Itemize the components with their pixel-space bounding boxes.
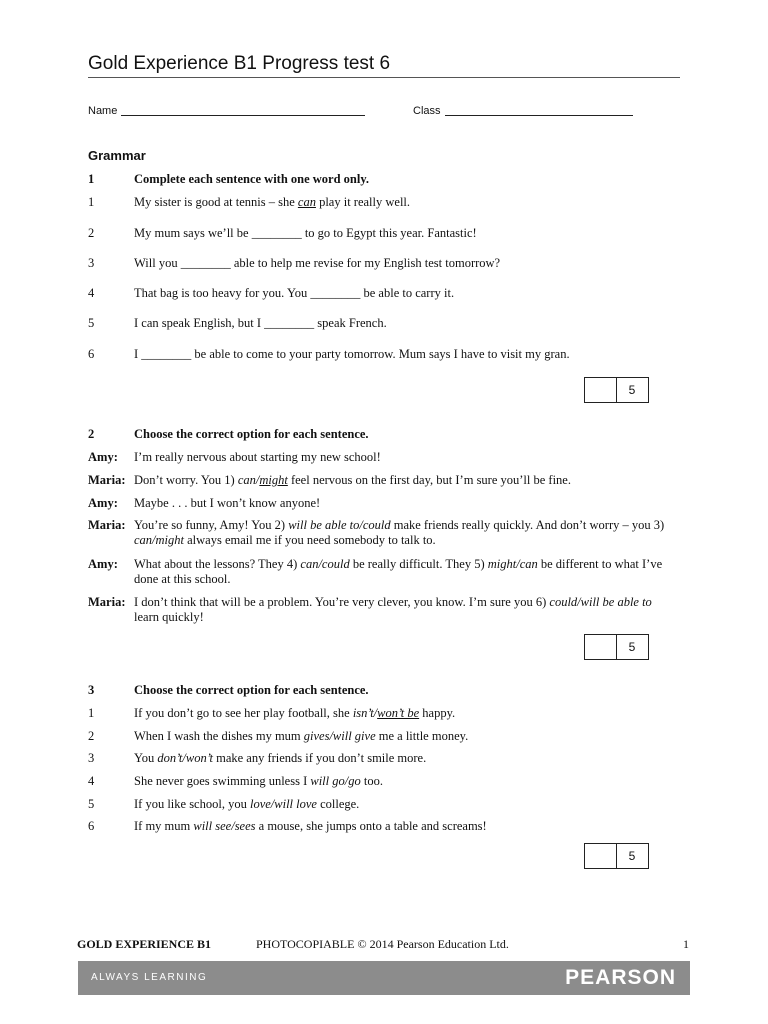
item-segment: too. xyxy=(360,774,383,788)
option-choice[interactable]: will be able to/could xyxy=(288,518,391,532)
dialogue-segment: What about the lessons? They 4) xyxy=(134,557,301,571)
score-box[interactable] xyxy=(584,377,649,403)
page-title: Gold Experience B1 Progress test 6 xyxy=(88,53,391,74)
speaker-label: Amy: xyxy=(88,496,118,510)
speaker-label: Maria: xyxy=(88,473,126,487)
exercise-number: 3 xyxy=(88,683,95,697)
class-line[interactable] xyxy=(445,104,633,116)
item-segment: You xyxy=(134,751,158,765)
dialogue-segment: I don’t think that will be a problem. You’re very clever, you know. I’m sure you 6) xyxy=(134,595,550,609)
item-text-pre: My sister is good at tennis – she xyxy=(134,195,298,209)
name-field[interactable] xyxy=(88,104,365,117)
class-field[interactable] xyxy=(413,104,633,117)
option-choice-selected[interactable]: won’t be xyxy=(377,706,420,720)
speaker-label: Maria: xyxy=(88,595,126,609)
speaker-label: Amy: xyxy=(88,450,118,464)
speaker-label: Amy: xyxy=(88,557,118,571)
item-text xyxy=(134,751,679,766)
option-choice[interactable]: gives/will give xyxy=(303,729,376,743)
dialogue-segment: be really difficult. They 5) xyxy=(349,557,488,571)
item-number: 2 xyxy=(88,729,95,743)
dialogue-segment: feel nervous on the first day, but I’m sure you’ll be fine. xyxy=(287,473,571,487)
item-segment: college. xyxy=(316,797,360,811)
dialogue-segment: Don’t worry. You 1) xyxy=(134,473,238,487)
option-choice[interactable]: might/can xyxy=(487,557,538,571)
item-number: 2 xyxy=(88,226,95,240)
item-segment: When I wash the dishes my mum xyxy=(134,729,304,743)
footer-book-title: GOLD EXPERIENCE B1 xyxy=(77,937,212,951)
item-text[interactable]: I can speak English, but I ________ speak French. xyxy=(134,316,387,330)
dialogue-text xyxy=(134,496,679,511)
exercise-number: 2 xyxy=(88,427,95,441)
dialogue-segment: You’re so funny, Amy! You 2) xyxy=(134,518,289,532)
item-segment: If my mum xyxy=(134,819,194,833)
item-number: 5 xyxy=(88,797,95,811)
exercise-number: 1 xyxy=(88,172,95,186)
name-line[interactable] xyxy=(121,104,365,116)
score-total: 5 xyxy=(628,383,636,397)
item-segment: me a little money. xyxy=(375,729,469,743)
option-choice[interactable]: don’t/won’t xyxy=(157,751,213,765)
dialogue-segment: make friends really quickly. And don’t worry – you 3) xyxy=(390,518,665,532)
dialogue-segment: always email me if you need somebody to talk to. xyxy=(184,533,436,547)
item-number: 1 xyxy=(88,195,95,209)
item-text[interactable]: My mum says we’ll be ________ to go to Egypt this year. Fantastic! xyxy=(134,226,477,240)
score-box[interactable] xyxy=(584,843,649,869)
option-choice[interactable]: can/ xyxy=(237,473,260,487)
item-number: 4 xyxy=(88,286,95,300)
section-heading: Grammar xyxy=(88,148,146,163)
dialogue-segment: be different to what I’ve done at this school. xyxy=(134,557,663,586)
dialogue-segment: learn quickly! xyxy=(134,610,204,624)
option-choice[interactable]: can/could xyxy=(300,557,350,571)
item-text xyxy=(134,729,679,744)
option-choice[interactable]: can/might xyxy=(134,533,184,547)
option-choice-selected[interactable]: might xyxy=(259,473,288,487)
item-text[interactable]: Will you ________ able to help me revise for my English test tomorrow? xyxy=(134,256,501,270)
exercise-instruction: Complete each sentence with one word only. xyxy=(134,172,370,186)
dialogue-segment: Maybe . . . but I won’t know anyone! xyxy=(134,496,321,510)
score-box[interactable] xyxy=(584,634,649,660)
item-text-post: play it really well. xyxy=(315,195,411,209)
dialogue-text xyxy=(134,450,679,465)
option-choice[interactable]: will see/sees xyxy=(193,819,256,833)
page-number: 1 xyxy=(683,937,689,951)
item-number: 4 xyxy=(88,774,95,788)
item-text xyxy=(134,195,679,210)
item-segment: make any friends if you don’t smile more. xyxy=(212,751,427,765)
item-text xyxy=(134,819,679,834)
item-text xyxy=(134,706,679,721)
option-choice[interactable]: love/will love xyxy=(249,797,317,811)
option-choice[interactable]: isn’t/ xyxy=(352,706,378,720)
example-answer: can xyxy=(297,195,316,209)
item-text[interactable]: That bag is too heavy for you. You ________ be able to carry it. xyxy=(134,286,455,300)
name-label: Name xyxy=(88,105,118,117)
item-segment: If you don’t go to see her play football, she xyxy=(134,706,353,720)
item-text[interactable]: I ________ be able to come to your party tomorrow. Mum says I have to visit my gran. xyxy=(134,347,570,361)
title-divider xyxy=(88,77,680,78)
item-number: 5 xyxy=(88,316,95,330)
exercise-instruction: Choose the correct option for each sentence. xyxy=(134,427,369,441)
footer-copyright: PHOTOCOPIABLE © 2014 Pearson Education Ltd. xyxy=(256,937,509,951)
score-total: 5 xyxy=(628,849,636,863)
item-number: 3 xyxy=(88,751,95,765)
item-number: 6 xyxy=(88,347,95,361)
dialogue-segment: I’m really nervous about starting my new school! xyxy=(134,450,381,464)
item-text xyxy=(134,774,679,789)
dialogue-text xyxy=(134,518,679,548)
publisher-band xyxy=(78,961,690,995)
item-segment: She never goes swimming unless I xyxy=(134,774,311,788)
exercise-instruction: Choose the correct option for each sentence. xyxy=(134,683,369,697)
speaker-label: Maria: xyxy=(88,518,126,532)
class-label: Class xyxy=(413,105,441,117)
item-segment: a mouse, she jumps onto a table and screams! xyxy=(255,819,487,833)
dialogue-text xyxy=(134,595,679,625)
item-text xyxy=(134,797,679,812)
publisher-tagline: ALWAYS LEARNING xyxy=(91,972,208,983)
option-choice[interactable]: could/will be able to xyxy=(549,595,652,609)
item-segment: If you like school, you xyxy=(134,797,250,811)
dialogue-text xyxy=(134,557,679,587)
dialogue-text xyxy=(134,473,679,488)
item-number: 1 xyxy=(88,706,95,720)
item-number: 3 xyxy=(88,256,95,270)
item-number: 6 xyxy=(88,819,95,833)
option-choice[interactable]: will go/go xyxy=(310,774,361,788)
publisher-logo: PEARSON xyxy=(565,966,676,989)
item-segment: happy. xyxy=(419,706,456,720)
score-total: 5 xyxy=(628,640,636,654)
